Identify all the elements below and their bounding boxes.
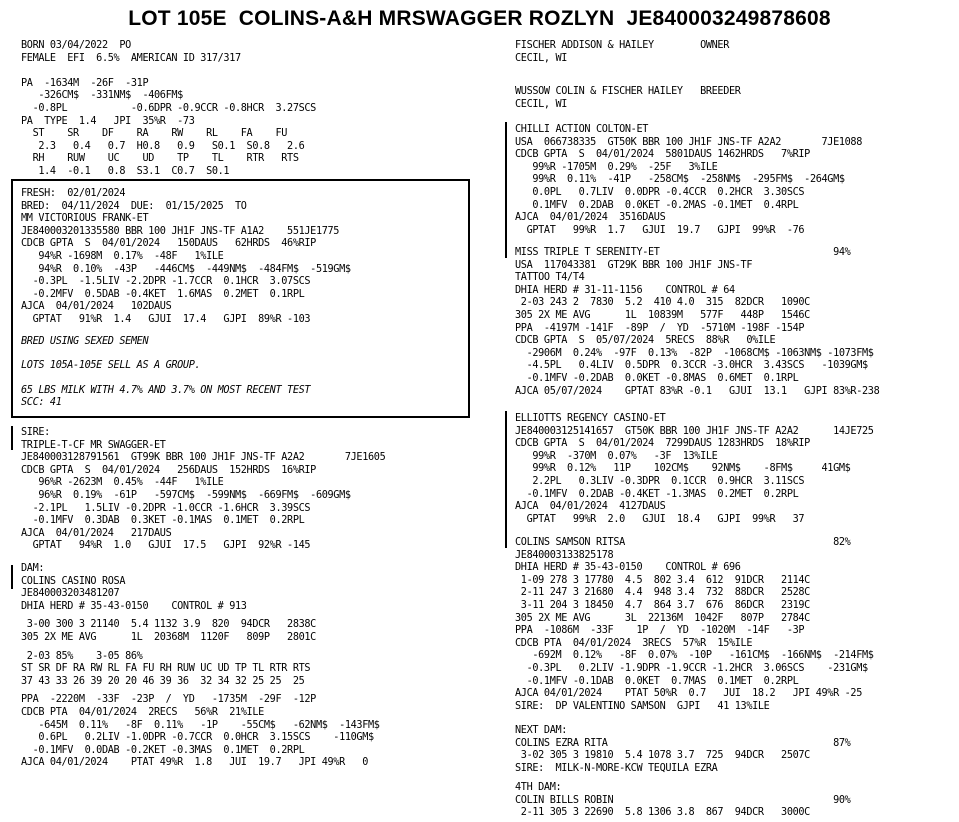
text-line: NEXT DAM: <box>515 725 568 736</box>
breeder-details <box>515 86 955 111</box>
text-line: -0.1MFV 0.2DAB -0.4KET -1.3MAS 0.2MET 0.2RPL <box>515 488 799 500</box>
text-line: MM VICTORIOUS FRANK-ET <box>21 213 149 225</box>
text-line: BRED: 04/11/2024 DUE: 01/15/2025 TO <box>21 200 247 212</box>
elliotts-divider-bar <box>505 411 507 536</box>
text-line: CDCB GPTA S 04/01/2024 256DAUS 152HRDS 16%RIP <box>21 464 316 476</box>
elliotts-section <box>515 413 955 526</box>
text-line: COLINS SAMSON RITSA 82% <box>515 537 851 548</box>
text-line: COLIN BILLS ROBIN 90% <box>515 794 851 806</box>
text-line: -0.3PL 0.2LIV -1.9DPR -1.9CCR -1.2HCR 3.06SCS -231GM$ <box>515 662 868 674</box>
text-line: 0.6PL 0.2LIV -1.0DPR -0.7CCR 0.0HCR 3.15SCS -110GM$ <box>21 732 374 744</box>
next-dam-section <box>515 725 955 775</box>
text-line: CDCB GPTA S 04/01/2024 7299DAUS 1283HRDS 18%RIP <box>515 438 810 450</box>
text-line: CECIL, WI <box>515 52 568 64</box>
text-line: 94%R -1698M 0.17% -48F 1%ILE <box>21 250 224 262</box>
text-line: CECIL, WI <box>515 98 568 110</box>
text-line: AJCA 04/01/2024 PTAT 49%R 1.8 JUI 19.7 JPI 49%R 0 <box>21 757 369 769</box>
text-line: 99%R 0.12% 11P 102CM$ 92NM$ -8FM$ 41GM$ <box>515 463 851 475</box>
text-line: DHIA HERD # 35-43-0150 CONTROL # 913 <box>21 600 247 612</box>
elliotts-details <box>515 413 955 526</box>
text-line: 1.4 -0.1 0.8 S3.1 C0.7 S0.1 <box>21 165 230 177</box>
breeder-section <box>515 86 955 111</box>
lot-title: LOT 105E COLINS-A&H MRSWAGGER ROZLYN JE840003249878608 <box>128 7 831 30</box>
text-line: 94%R 0.10% -43P -446CM$ -449NM$ -484FM$ -519GM$ <box>21 263 351 275</box>
animal-info-section <box>21 40 481 179</box>
text-line: DHIA HERD # 31-11-1156 CONTROL # 64 <box>515 284 735 296</box>
text-line: AJCA 04/01/2024 PTAT 50%R 0.7 JUI 18.2 JPI 49%R -25 <box>515 688 863 700</box>
breeding-box-content <box>21 188 466 410</box>
text-line: 3-11 204 3 18450 4.7 864 3.7 676 86DCR 2319C <box>515 599 810 611</box>
fourth-dam-details <box>515 782 955 820</box>
text-line: -0.3PL -1.5LIV -2.2DPR -1.7CCR 0.1HCR 3.07SCS <box>21 276 311 288</box>
text-line: MISS TRIPLE T SERENITY-ET 94% <box>515 247 851 258</box>
text-line: 0.1MFV 0.2DAB 0.0KET -0.2MAS -0.1MET 0.4RPL <box>515 199 799 211</box>
text-line: -0.1MFV 0.3DAB 0.3KET -0.1MAS 0.1MET 0.2RPL <box>21 515 305 527</box>
text-line: -2.1PL 1.5LIV -0.2DPR -1.0CCR -1.6HCR 3.39SCS <box>21 502 311 514</box>
text-line: 305 2X ME AVG 3L 22136M 1042F 807P 2784C <box>515 612 810 624</box>
text-line: 96%R 0.19% -61P -597CM$ -599NM$ -669FM$ -609GM$ <box>21 489 351 501</box>
text-line: 2-11 305 3 22690 5.8 1306 3.8 867 94DCR 3000C <box>515 807 810 819</box>
breeding-details <box>21 188 466 327</box>
text-line: AJCA 05/07/2024 GPTAT 83%R -0.1 GJUI 13.1 GJPI 83%R-238 <box>515 385 880 397</box>
ritsa-section <box>515 537 955 713</box>
text-line: COLINS EZRA RITA 87% <box>515 737 851 749</box>
text-line: RH RUW UC UD TP TL RTR RTS <box>21 153 299 165</box>
text-line: SIRE: MILK-N-MORE-KCW TEQUILA EZRA <box>515 762 718 774</box>
dam-section <box>21 563 481 770</box>
owner-section <box>515 40 955 65</box>
text-line: -0.2MFV 0.5DAB -0.4KET 1.6MAS 0.2MET 0.1RPL <box>21 288 305 300</box>
text-line: 0.0PL 0.7LIV 0.0DPR -0.4CCR 0.2HCR 3.30SCS <box>515 186 805 198</box>
text-line: ELLIOTTS REGENCY CASINO-ET <box>515 413 666 424</box>
miss-divider-bar <box>505 244 507 258</box>
text-line: CDCB GPTA S 04/01/2024 5801DAUS 1462HRDS 7%RIP <box>515 149 810 161</box>
text-line: 4TH DAM: <box>515 782 562 793</box>
text-line: JE840003201335580 BBR 100 JH1F JNS-TF A1A2 551JE1775 <box>21 225 340 237</box>
text-line: CHILLI ACTION COLTON-ET <box>515 124 649 135</box>
miss-details <box>515 247 955 398</box>
text-line: -645M 0.11% -8F 0.11% -1P -55CM$ -62NM$ -143FM$ <box>21 719 380 731</box>
text-line: TRIPLE-T-CF MR SWAGGER-ET <box>21 439 166 451</box>
text-line: 3-02 305 3 19810 5.4 1078 3.7 725 94DCR 2507C <box>515 750 810 762</box>
sire-section <box>21 427 481 553</box>
fourth-dam-section <box>515 782 955 820</box>
ritsa-details <box>515 537 955 713</box>
text-line: -4.5PL 0.4LIV 0.5DPR 0.3CCR -3.0HCR 3.43SCS -1039GM$ <box>515 360 868 372</box>
text-line: USA 117043381 GT29K BBR 100 JH1F JNS-TF <box>515 259 753 271</box>
sire-divider-bar <box>11 426 13 450</box>
chilli-section <box>515 124 955 237</box>
text-line: CDCB GPTA S 04/01/2024 150DAUS 62HRDS 46%RIP <box>21 238 316 250</box>
text-line: GPTAT 99%R 1.7 GJUI 19.7 GJPI 99%R -76 <box>515 224 805 236</box>
text-line: JE840003203481207 <box>21 588 120 600</box>
text-line: FRESH: 02/01/2024 <box>21 188 126 199</box>
text-line: BORN 03/04/2022 PO <box>21 40 131 51</box>
text-line: 99%R 0.11% -41P -258CM$ -258NM$ -295FM$ -264GM$ <box>515 174 845 186</box>
text-line: GPTAT 94%R 1.0 GJUI 17.5 GJPI 92%R -145 <box>21 540 311 552</box>
text-line: PPA -1086M -33F 1P / YD -1020M -14F -3P <box>515 625 805 637</box>
text-line: PA -1634M -26F -31P <box>21 77 149 89</box>
text-line: CDCB GPTA S 05/07/2024 5RECS 88%R 0%ILE <box>515 335 776 347</box>
text-line: 37 43 33 26 39 20 20 46 39 36 32 34 32 25 25 25 <box>21 675 305 687</box>
dam-lactations <box>21 619 481 644</box>
text-line: GPTAT 91%R 1.4 GJUI 17.4 GJPI 89%R -103 <box>21 313 311 325</box>
text-line: TATTOO T4/T4 <box>515 272 585 284</box>
sire-details <box>21 427 481 553</box>
next-dam-details <box>515 725 955 775</box>
box-note-group: LOTS 105A-105E SELL AS A GROUP. <box>21 360 201 372</box>
box-note-scc: SCC: 41 <box>21 397 62 409</box>
text-line: SIRE: DP VALENTINO SAMSON GJPI 41 13%ILE <box>515 700 770 712</box>
text-line: FISCHER ADDISON & HAILEY OWNER <box>515 40 729 51</box>
text-line: 99%R -1705M 0.29% -25F 3%ILE <box>515 161 718 173</box>
text-line: -692M 0.12% -8F 0.07% -10P -161CM$ -166NM$ -214FM$ <box>515 650 874 662</box>
text-line: AJCA 04/01/2024 217DAUS <box>21 527 172 539</box>
text-line: WUSSOW COLIN & FISCHER HAILEY BREEDER <box>515 86 741 97</box>
text-line: PPA -4197M -141F -89P / YD -5710M -198F -154P <box>515 322 805 334</box>
chilli-details <box>515 124 955 237</box>
text-line: COLINS CASINO ROSA <box>21 575 126 587</box>
text-line: -2906M 0.24% -97F 0.13% -82P -1068CM$ -1063NM$ -1073FM$ <box>515 347 874 359</box>
text-line: 3-00 300 3 21140 5.4 1132 3.9 820 94DCR 2838C <box>21 619 316 631</box>
miss-section <box>515 247 955 398</box>
ritsa-divider-bar <box>505 533 507 548</box>
text-line: -326CM$ -331NM$ -406FM$ <box>21 90 183 102</box>
text-line: 1-09 278 3 17780 4.5 802 3.4 612 91DCR 2114C <box>515 574 810 586</box>
text-line <box>21 65 481 78</box>
text-line: -0.1MFV -0.2DAB 0.0KET -0.8MAS 0.6MET 0.1RPL <box>515 372 799 384</box>
text-line: 2-03 243 2 7830 5.2 410 4.0 315 82DCR 1090C <box>515 297 810 309</box>
text-line: 99%R -370M 0.07% -3F 13%ILE <box>515 450 718 462</box>
text-line: CDCB PTA 04/01/2024 3RECS 57%R 15%ILE <box>515 637 753 649</box>
text-line: SIRE: <box>21 427 50 438</box>
dam-ppa <box>21 694 481 770</box>
text-line: 2.2PL 0.3LIV -0.3DPR 0.1CCR 0.9HCR 3.11SCS <box>515 475 805 487</box>
text-line: JE840003128791561 GT99K BBR 100 JH1F JNS-TF A2A2 7JE1605 <box>21 452 386 464</box>
text-line: 2-03 85% 3-05 86% <box>21 650 143 662</box>
text-line: CDCB PTA 04/01/2024 2RECS 56%R 21%ILE <box>21 706 264 718</box>
right-column <box>515 40 955 65</box>
text-line: JE840003133825178 <box>515 549 614 561</box>
text-line: 305 2X ME AVG 1L 20368M 1120F 809P 2801C <box>21 631 316 643</box>
text-line: -0.1MFV -0.1DAB 0.0KET 0.7MAS 0.1MET 0.2RPL <box>515 675 799 687</box>
text-line: JE840003125141657 GT50K BBR 100 JH1F JNS-TF A2A2 14JE725 <box>515 425 874 437</box>
dam-type-scores <box>21 651 481 689</box>
text-line: ST SR DF RA RW RL FA FU RH RUW UC UD TP TL RTR RTS <box>21 663 311 675</box>
dam-divider-bar <box>11 565 13 589</box>
text-line: 305 2X ME AVG 1L 10839M 577F 448P 1546C <box>515 309 810 321</box>
text-line: DHIA HERD # 35-43-0150 CONTROL # 696 <box>515 562 741 574</box>
text-line: GPTAT 99%R 2.0 GJUI 18.4 GJPI 99%R 37 <box>515 513 805 525</box>
text-line: PA TYPE 1.4 JPI 35%R -73 <box>21 115 195 127</box>
text-line: PPA -2220M -33F -23P / YD -1735M -29F -12P <box>21 694 316 706</box>
text-line: ST SR DF RA RW RL FA FU <box>21 128 288 140</box>
text-line: 2-11 247 3 21680 4.4 948 3.4 732 88DCR 2528C <box>515 587 810 599</box>
box-note-sexed: BRED USING SEXED SEMEN <box>21 335 149 347</box>
text-line: -0.8PL -0.6DPR -0.9CCR -0.8HCR 3.27SCS <box>21 102 316 114</box>
text-line: 2.3 0.4 0.7 H0.8 0.9 S0.1 S0.8 2.6 <box>21 140 305 152</box>
text-line: AJCA 04/01/2024 102DAUS <box>21 301 172 313</box>
chilli-divider-bar <box>505 122 507 258</box>
box-note-milk: 65 LBS MILK WITH 4.7% AND 3.7% ON MOST RECENT TEST <box>21 384 311 396</box>
dam-details <box>21 563 481 613</box>
left-column <box>21 40 481 179</box>
text-line: AJCA 04/01/2024 3516DAUS <box>515 212 666 224</box>
text-line: -0.1MFV 0.0DAB -0.2KET -0.3MAS 0.1MET 0.2RPL <box>21 744 305 756</box>
text-line: AJCA 04/01/2024 4127DAUS <box>515 501 666 513</box>
text-line: 96%R -2623M 0.45% -44F 1%ILE <box>21 477 224 489</box>
text-line: USA 066738335 GT50K BBR 100 JH1F JNS-TF A2A2 7JE1088 <box>515 136 863 148</box>
text-line: DAM: <box>21 563 45 574</box>
text-line: FEMALE EFI 6.5% AMERICAN ID 317/317 <box>21 52 241 64</box>
